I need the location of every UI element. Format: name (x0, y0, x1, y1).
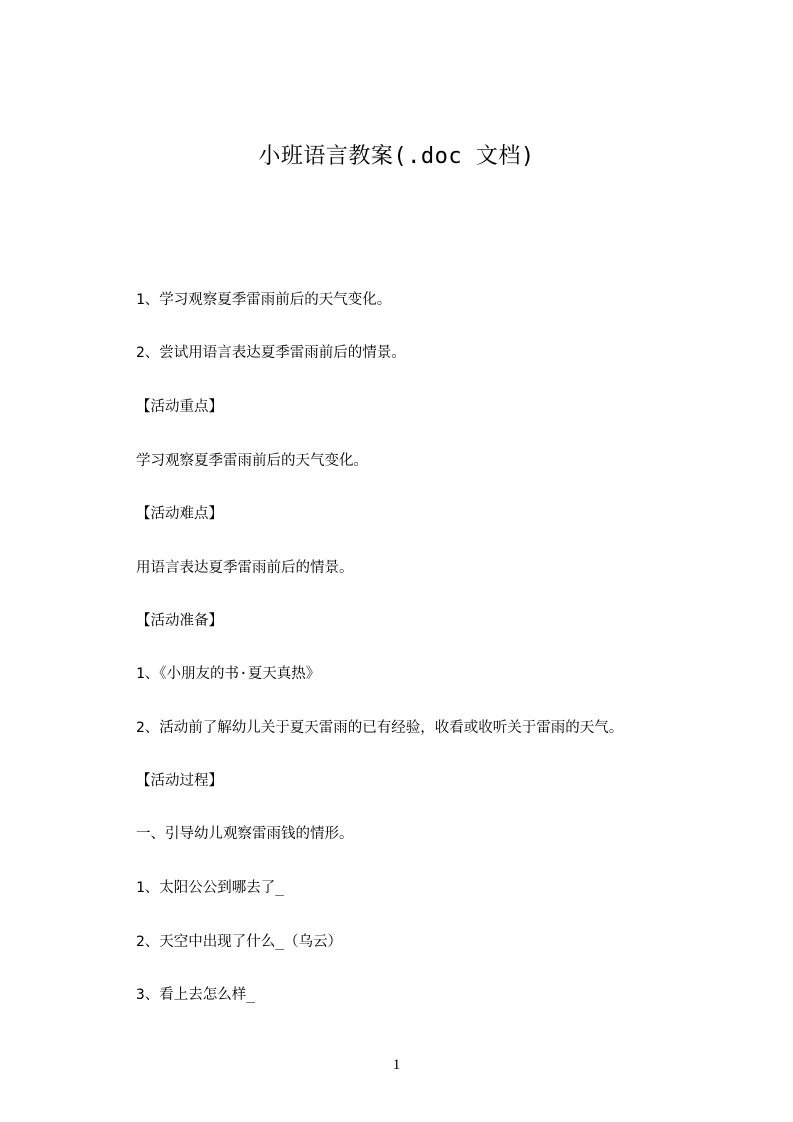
process-step-1: 一、引导幼儿观察雷雨钱的情形。 (136, 826, 354, 842)
page-number: 1 (392, 1057, 401, 1073)
section-heading-key-point: 【活动重点】 (136, 399, 223, 415)
process-question-3: 3、看上去怎么样_ (136, 987, 255, 1003)
section-heading-process: 【活动过程】 (136, 773, 223, 789)
process-question-2: 2、天空中出现了什么_（乌云） (136, 934, 342, 950)
preparation-item-1: 1、《小朋友的书·夏天真热》 (136, 666, 321, 682)
objective-2: 2、尝试用语言表达夏季雷雨前后的情景。 (136, 345, 406, 361)
process-question-1: 1、太阳公公到哪去了_ (136, 880, 284, 896)
key-point-text: 学习观察夏季雷雨前后的天气变化。 (136, 453, 368, 469)
document-title: 小班语言教案(.doc 文档) (258, 144, 535, 169)
difficulty-text: 用语言表达夏季雷雨前后的情景。 (136, 560, 354, 576)
section-heading-difficulty: 【活动难点】 (136, 506, 223, 522)
preparation-item-2: 2、活动前了解幼儿关于夏天雷雨的已有经验，收看或收听关于雷雨的天气。 (136, 720, 624, 736)
objective-1: 1、学习观察夏季雷雨前后的天气变化。 (136, 292, 392, 308)
section-heading-preparation: 【活动准备】 (136, 613, 223, 629)
